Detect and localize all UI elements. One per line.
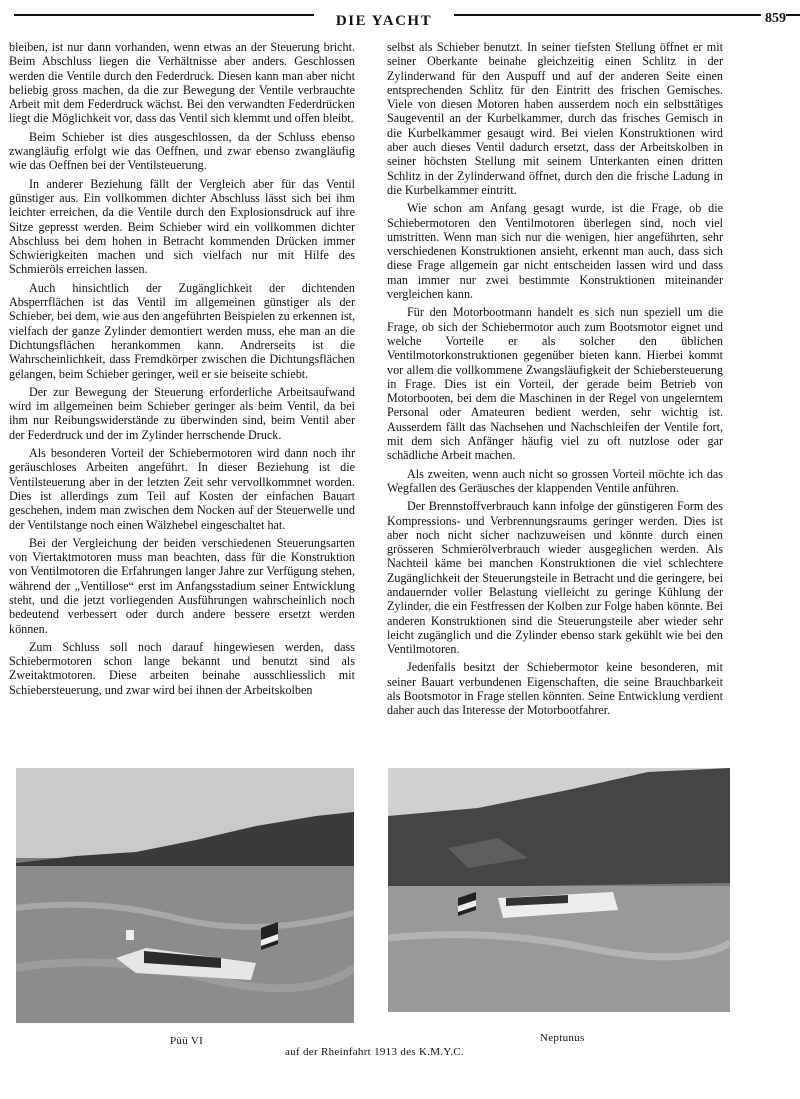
paragraph: Der Brennstoffverbrauch kann infolge der günstigeren Form des Kompressions- und Verbrennungsraums geringer werden. Dies ist aber noch nicht sicher nachzuweisen und könnte durch einen grösseren Schmierölverbrauch wieder ausgeglichen werden. Als Nachteil käme bei manchen Konstruktionen die viel schlechtere Zugänglichkeit der Steuerungsteile in Betracht und die geringere, bei andauernder voller Belastung vielleicht zu geringe Kühlung der Zylinder, die ein Festfressen der Kolben zur Folge haben könnte. Bei anderen Konstruktionen sind die Steuerungsteile aber wieder sehr leicht zugänglich und die Zylinder ebenso stark gekühlt wie bei den Ventilmotoren. — [387, 499, 723, 657]
paragraph: Auch hinsichtlich der Zugänglichkeit der dichtenden Absperrflächen ist das Ventil im allgemeinen günstiger als der Schieber, bei dem, wie aus den angeführten Beispielen zu erkennen ist, vielfach der ganze Zylinder demontiert werden muss, ehe man an die Dichtungsflächen herankommen kann. Andrerseits ist die Wahrscheinlichkeit, dass Fremdkörper zwischen die Dichtungsflächen gelangen, beim Schieber geringer, weil er sie beiseite schiebt. — [9, 280, 355, 381]
paragraph: Wie schon am Anfang gesagt wurde, ist die Frage, ob die Schiebermotoren den Ventilmotoren überlegen sind, noch viel umstritten. Wenn man sich nur die wenigen, hier angeführten, sehr verschiedenen Konstruktionen ansieht, erkennt man auch, dass sich diese Frage allgemein gar nicht entscheiden lassen wird und dass man immer nur zwei bestimmte Konstruktionen miteinander vergleichen kann. — [387, 201, 723, 302]
paragraph: Der zur Bewegung der Steuerung erforderliche Arbeitsaufwand wird im allgemeinen beim Schieber geringer als beim Ventil, da bei ihm nur Reibungswiderstände zu überwinden sind, beim Ventil aber der Federdruck und der im Zylinder herrschende Druck. — [9, 384, 355, 442]
paragraph: bleiben, ist nur dann vorhanden, wenn etwas an der Steuerung bricht. Beim Abschluss liegen die Verhältnisse aber anders. Geschlossen werden die Ventile durch den Federdruck. Diesen kann man aber nicht beliebig gross machen, da die zur Bewegung der Ventile verbrauchte Arbeit mit dem Federdruck wächst. Bei den verwandten Federdrücken liegt die Möglichkeit vor, dass das Ventil sich klemmt und offen bleibt. — [9, 40, 355, 126]
right-column — [387, 40, 723, 722]
page-number: 859 — [761, 11, 786, 27]
paragraph: In anderer Beziehung fällt der Vergleich aber für das Ventil günstiger aus. Ein vollkommen dichter Abschluss lässt sich bei ihm leichter erreichen, da die Ventile durch den Explosionsdruck auf ihre Sitze gepresst werden. Beim Schieber wird ein vollkommen dichter Abschluss bei dem hohen in Betracht kommenden Drücken immer Schwierigkeiten machen und sich vielfach nur mit Hilfe des Schmieröls erreichen lassen. — [9, 176, 355, 277]
caption-left: Püü VI — [170, 1035, 204, 1047]
paragraph: selbst als Schieber benutzt. In seiner tiefsten Stellung öffnet er mit seiner Oberkante beinahe gleichzeitig einen Schlitz in der Zylinderwand für den Auspuff und auf der anderen Seite einen entsprechenden Schlitz für den Eintritt des frischen Gemisches. Viele von diesen Motoren haben ausserdem noch ein selbsttätiges Saugeventil an der Kurbelkammer, durch das frisches Gemisch in die Kurbelkammer gesaugt wird. Bei vielen Konstruktionen wird aber auch dieses Ventil dadurch ersetzt, dass der Arbeitskolben in seiner höchsten Stellung mit seinem Unterkanten einen dritten Schlitz in der Zylinderwand öffnet, durch den die frische Ladung in die Kurbelkammer eintritt. — [387, 40, 723, 197]
paragraph: Für den Motorbootmann handelt es sich nun speziell um die Frage, ob sich der Schiebermotor auch zum Bootsmotor eignet und welche Vorteile er als solcher den üblichen Ventilmotorkonstruktionen gegenüber bieten kann. Hierbei kommt vor allem die vollkommene Zwangsläufigkeit der Schiebersteuerung in Frage. Dies ist ein Vorteil, der gerade beim Betrieb von Motorbooten, bei dem die Maschinen in der Regel von ungelerntem Personal oder Amateuren bedient werden, sehr wichtig ist. Ausserdem fällt das Nachsehen und Nachschleifen der Ventile fort, mit dem sich Anfänger häufig viel zu oft nutzlose oder gar schädliche Arbeit machen. — [387, 305, 723, 463]
paragraph: Beim Schieber ist dies ausgeschlossen, da der Schluss ebenso zwangläufig erfolgt wie das Oeffnen, und zwar ebenso zwangläufig wie das Oeffnen bei der Ventilsteuerung. — [9, 129, 355, 173]
paragraph: Als besonderen Vorteil der Schiebermotoren wird dann noch ihr geräuschloses Arbeiten angeführt. In dieser Beziehung ist die Ventilsteuerung aber in der letzten Zeit sehr vervollkommnet worden. Dies ist allerdings zum Teil auf Kosten der einfachen Bauart geschehen, indem man zwischen dem Nocken auf der Steuerwelle und der Ventilstange noch einen Wälzhebel eingeschaltet hat. — [9, 446, 355, 532]
header-rule — [14, 11, 800, 29]
boat-photo-left — [16, 768, 354, 1023]
caption-right: Neptunus — [540, 1032, 585, 1044]
paragraph: Bei der Vergleichung der beiden verschiedenen Steuerungsarten von Viertaktmotoren muss man beachten, dass für die Konstruktion von Ventilmotoren die Erfahrungen langer Jahre zur Verfügung stehen, während der „Ventillose“ erst im Anfangsstadium seiner Entwicklung steht, und die jetzt vorliegenden Ausführungen wahrscheinlich noch bedeutend verbessert oder durch andere bessere ersetzt werden können. — [9, 535, 355, 636]
left-column — [9, 40, 355, 701]
paragraph: Als zweiten, wenn auch nicht so grossen Vorteil möchte ich das Wegfallen des Geräusches der klappenden Ventile anführen. — [387, 466, 723, 495]
boat-photo-right — [388, 768, 730, 1012]
photo-neptunus — [388, 768, 730, 1012]
photo-puu-vi — [16, 768, 354, 1023]
paragraph: Zum Schluss soll noch darauf hingewiesen werden, dass Schiebermotoren schon lange bekannt und benutzt sind als Zweitaktmotoren. Diese arbeiten beinahe ausschliesslich mit Schiebersteuerung, und zwar wird bei ihnen der Arbeitskolben — [9, 639, 355, 697]
running-title: DIE YACHT — [314, 12, 454, 30]
paragraph: Jedenfalls besitzt der Schiebermotor keine besonderen, mit seiner Bauart verbundenen Eigenschaften, die seine Brauchbarkeit als Bootsmotor in Frage stellen könnten. Seine Entwicklung verdient daher auch das Interesse der Motorbootfahrer. — [387, 660, 723, 718]
caption-shared: auf der Rheinfahrt 1913 des K.M.Y.C. — [285, 1046, 464, 1058]
